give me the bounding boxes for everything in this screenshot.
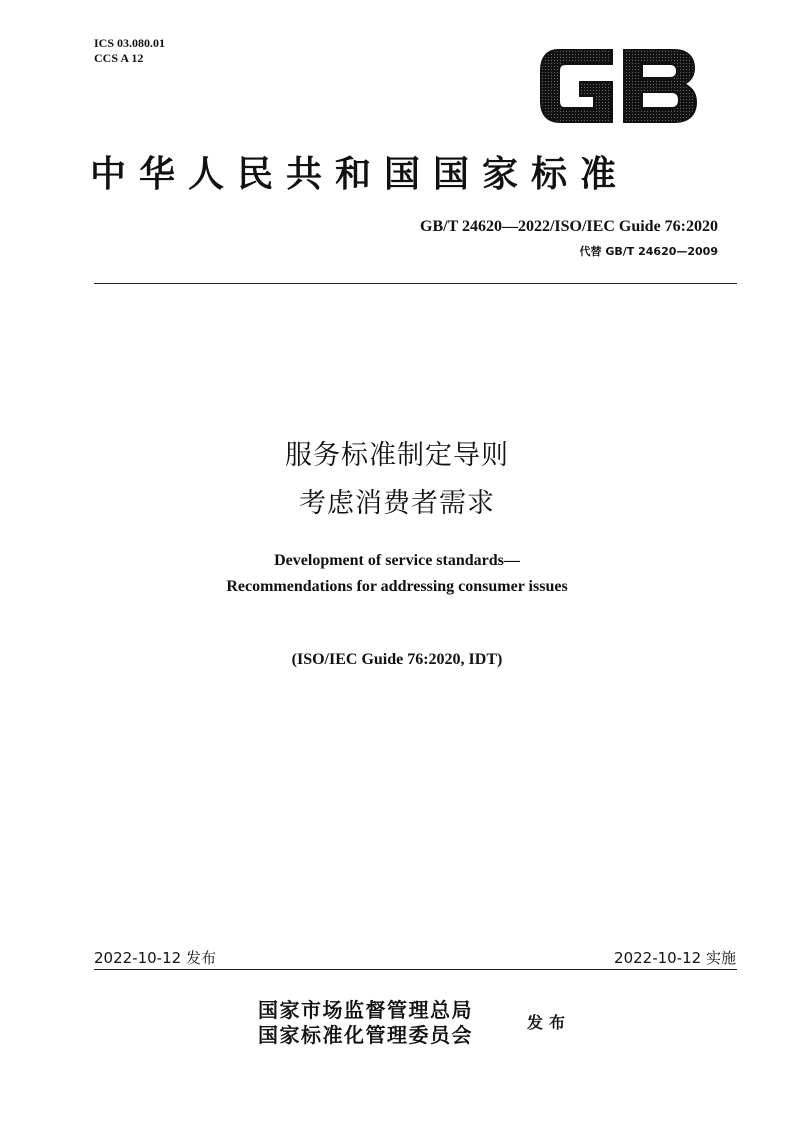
equivalence-statement: (ISO/IEC Guide 76:2020, IDT) xyxy=(291,651,503,668)
issue-date: 2022-10-12 发布 xyxy=(94,949,216,967)
ccs-code: CCS A 12 xyxy=(94,51,144,65)
replaces-standard: 代替 GB/T 24620—2009 xyxy=(579,245,718,258)
publish-label: 发布 xyxy=(527,1013,572,1032)
implementation-date: 2022-10-12 实施 xyxy=(614,949,736,967)
gb-logo-icon xyxy=(538,44,698,128)
standard-number: GB/T 24620—2022/ISO/IEC Guide 76:2020 xyxy=(420,218,718,235)
english-title-line-1: Development of service standards— xyxy=(274,552,520,569)
header-divider xyxy=(94,283,737,284)
issuer-line-2: 国家标准化管理委员会 xyxy=(258,1023,473,1047)
english-title-line-2: Recommendations for addressing consumer issues xyxy=(226,578,568,595)
classification-codes xyxy=(94,36,165,66)
chinese-title-line-1: 服务标准制定导则 xyxy=(285,440,509,471)
chinese-title-line-2: 考虑消费者需求 xyxy=(299,488,495,519)
national-standard-title: 中华人民共和国国家标准 xyxy=(90,154,630,195)
ics-code: ICS 03.080.01 xyxy=(94,36,166,50)
footer-divider xyxy=(94,969,737,970)
issuer-line-1: 国家市场监督管理总局 xyxy=(258,998,473,1022)
